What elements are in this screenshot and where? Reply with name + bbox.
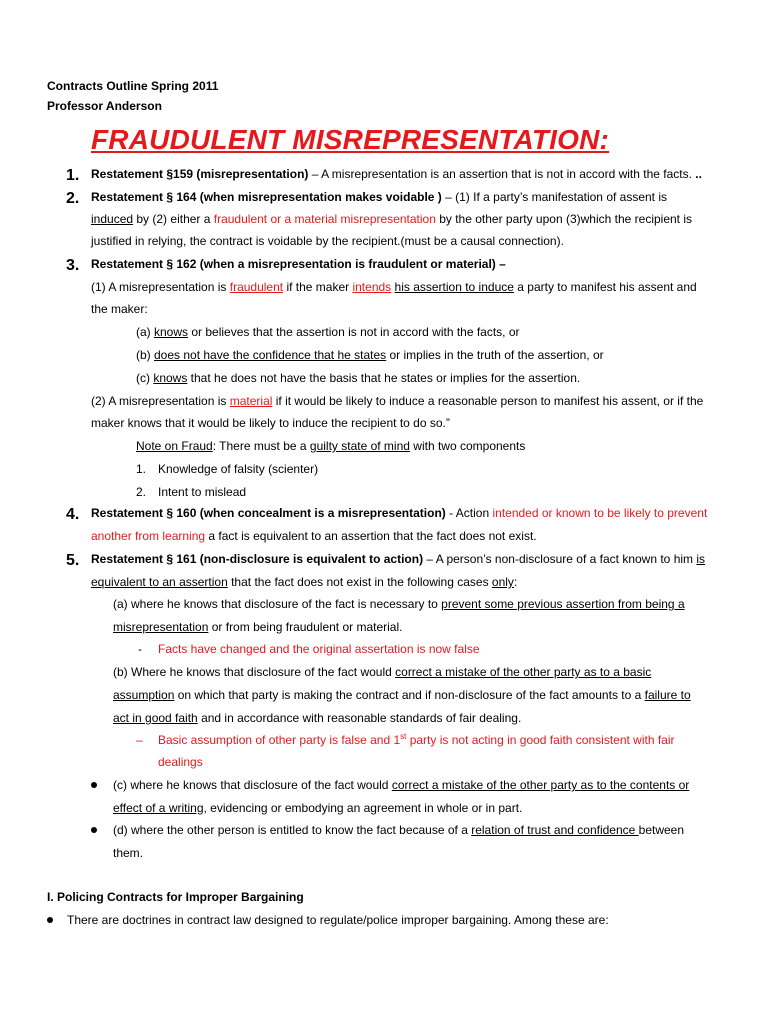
fraud-component-1: Knowledge of falsity (scienter) (158, 462, 319, 476)
fraud-component-2-number: 2. (136, 485, 147, 499)
item-161-d-line-2: them. (113, 846, 144, 860)
bullet-section-1 (47, 917, 53, 923)
course-header: Contracts Outline Spring 2011 (47, 79, 219, 93)
item-159-heading: Restatement §159 (misrepresentation) (91, 167, 309, 181)
item-161-heading: Restatement § 161 (non-disclosure is equivalent to action) (91, 552, 424, 566)
fraud-component-2: Intent to mislead (158, 485, 247, 499)
list-number-2: 2. (66, 190, 80, 207)
section-heading: I. Policing Contracts for Improper Bargaining (47, 890, 304, 904)
item-161-a-line-2: misrepresentation or from being fraudulent or material. (113, 620, 403, 634)
professor-header: Professor Anderson (47, 99, 162, 113)
item-161-a-line-1: (a) where he knows that disclosure of the fact is necessary to prevent some previous assertion from being a (113, 597, 685, 611)
item-162-sub-c: (c) knows that he does not have the basis that he states or implies for the assertion. (136, 371, 581, 385)
item-161-line-1: Restatement § 161 (non-disclosure is equivalent to action) – A person’s non-disclosure of a fact known to him is (91, 552, 706, 566)
bullet-d (91, 827, 97, 833)
item-162-sub-b: (b) does not have the confidence that he states or implies in the truth of the assertion, or (136, 348, 604, 362)
section-bullet-text: There are doctrines in contract law designed to regulate/police improper bargaining. Among these are: (67, 913, 609, 927)
item-160-line-2: another from learning a fact is equivalent to an assertion that the fact does not exist. (91, 529, 537, 543)
item-162-p2-line-2: maker knows that it would be likely to induce the recipient to do so.” (91, 416, 450, 430)
list-number-4: 4. (66, 506, 80, 523)
item-161-a-dash: - (138, 642, 142, 656)
list-number-1: 1. (66, 167, 80, 184)
item-164-heading: Restatement § 164 (when misrepresentation makes voidable ) (91, 190, 442, 204)
item-161-b-line-3: act in good faith and in accordance with reasonable standards of fair dealing. (113, 711, 522, 725)
item-161-b-dash: – (136, 733, 143, 747)
item-162-heading-line: Restatement § 162 (when a misrepresentation is fraudulent or material) – (91, 257, 506, 271)
item-161-b-line-2: assumption on which that party is making the contract and if non-disclosure of the fact amounts to a failure to (113, 688, 691, 702)
list-number-5: 5. (66, 552, 80, 569)
item-161-line-2: equivalent to an assertion that the fact does not exist in the following cases only: (91, 575, 518, 589)
list-number-3: 3. (66, 257, 80, 274)
item-160-heading: Restatement § 160 (when concealment is a misrepresentation) (91, 506, 446, 520)
fraud-component-1-number: 1. (136, 462, 147, 476)
item-161-b-note-line-1: Basic assumption of other party is false and 1st party is not acting in good faith consistent with fair (158, 732, 675, 747)
item-162-p1-line-2: the maker: (91, 302, 148, 316)
page-title: FRAUDULENT MISREPRESENTATION: (91, 124, 610, 155)
item-159-line: Restatement §159 (misrepresentation) – A misrepresentation is an assertion that is not in accord with the facts. .. (91, 167, 702, 181)
item-161-d-line-1: (d) where the other person is entitled to know the fact because of a relation of trust and confidence between (113, 823, 685, 837)
item-162-p2-line-1: (2) A misrepresentation is material if it would be likely to induce a reasonable person to manifest his assent, or if the (91, 394, 704, 408)
item-162-heading: Restatement § 162 (when a misrepresentation is fraudulent or material) (91, 257, 496, 271)
bullet-c (91, 782, 97, 788)
item-161-c-line-1: (c) where he knows that disclosure of the fact would correct a mistake of the other party as to the contents or (113, 778, 690, 792)
item-161-c-line-2: effect of a writing, evidencing or embodying an agreement in whole or in part. (113, 801, 523, 815)
item-161-a-note: Facts have changed and the original assertation is now false (158, 642, 480, 656)
item-164-line-1: Restatement § 164 (when misrepresentation makes voidable ) – (1) If a party’s manifestation of assent is (91, 190, 668, 204)
fraud-note: Note on Fraud: There must be a guilty state of mind with two components (136, 439, 526, 453)
item-162-sub-a: (a) knows or believes that the assertion is not in accord with the facts, or (136, 325, 520, 339)
item-164-line-2: induced by (2) either a fraudulent or a material misrepresentation by the other party upon (3)which the recipient is (91, 212, 693, 226)
item-160-line-1: Restatement § 160 (when concealment is a misrepresentation) - Action intended or known to be likely to prevent (91, 506, 708, 520)
item-161-b-line-1: (b) Where he knows that disclosure of the fact would correct a mistake of the other party as to a basic (113, 665, 652, 679)
item-164-line-3: justified in relying, the contract is voidable by the recipient.(must be a causal connection). (91, 234, 564, 248)
item-162-p1-line-1: (1) A misrepresentation is fraudulent if the maker intends his assertion to induce a party to manifest his assent and (91, 280, 697, 294)
item-161-b-note-line-2: dealings (158, 755, 203, 769)
